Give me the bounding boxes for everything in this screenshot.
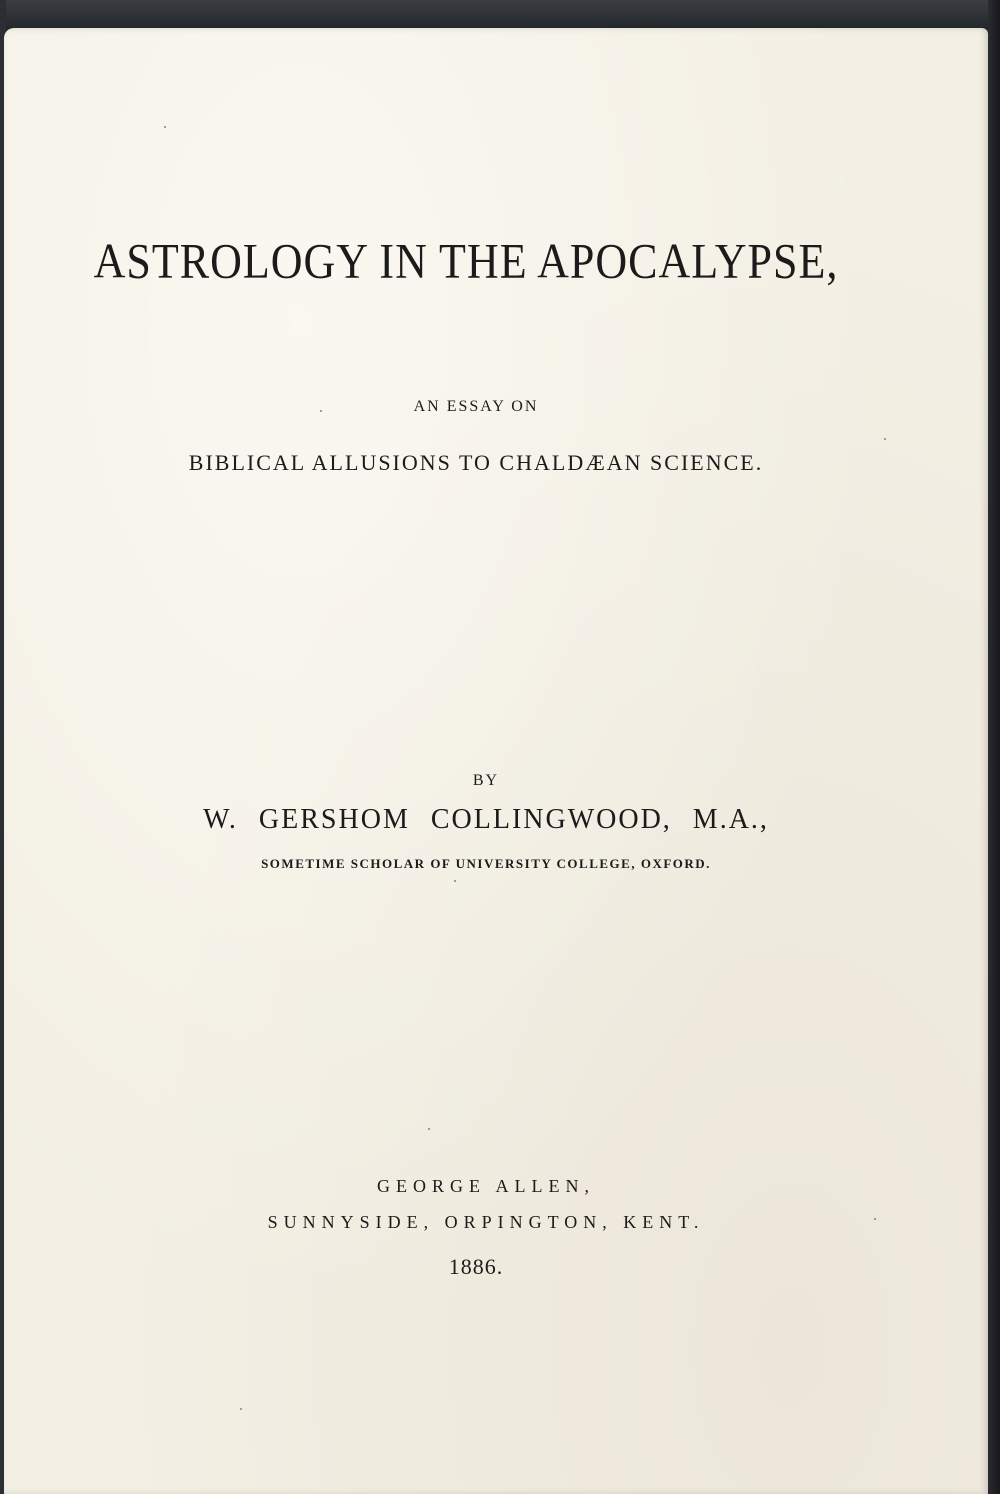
author-affiliation: SOMETIME SCHOLAR OF UNIVERSITY COLLEGE, OXFORD.: [261, 856, 711, 871]
paper-speck: [428, 1128, 430, 1130]
paper-speck: [884, 438, 886, 440]
paper-speck: [874, 1218, 876, 1220]
publisher-address: SUNNYSIDE, ORPINGTON, KENT.: [267, 1212, 705, 1232]
author-name: W. GERSHOM COLLINGWOOD, M.A.,: [203, 804, 769, 835]
publisher-name: GEORGE ALLEN,: [377, 1176, 595, 1196]
paper-speck: [240, 1408, 242, 1410]
subtitle-line-2: BIBLICAL ALLUSIONS TO CHALDÆAN SCIENCE.: [188, 450, 764, 475]
book-binding-right: [988, 0, 1000, 1494]
paper-speck: [320, 410, 322, 412]
by-line: BY: [472, 772, 500, 789]
paper-speck: [164, 126, 166, 128]
title-page: [4, 28, 988, 1494]
book-title: ASTROLOGY IN THE APOCALYPSE,: [93, 234, 839, 289]
paper-speck: [454, 880, 456, 882]
subtitle-line-1: AN ESSAY ON: [413, 398, 539, 415]
publication-year: 1886.: [448, 1254, 504, 1279]
